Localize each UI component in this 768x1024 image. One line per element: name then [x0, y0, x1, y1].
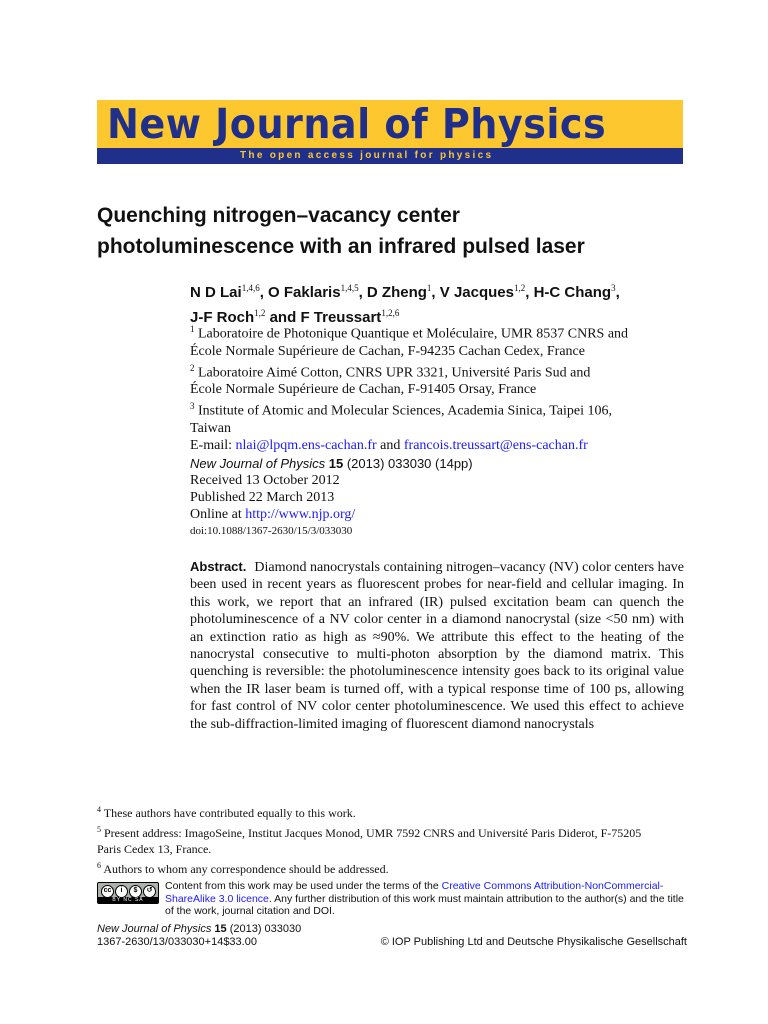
cc-badge-label: BY NC SA [98, 897, 158, 903]
page-footer [97, 923, 687, 949]
paper-title [97, 200, 697, 262]
affiliation-2-cont: École Normale Supérieure de Cachan, F-91405 Orsay, France [190, 382, 537, 398]
affiliation-1: $^1$ Laboratoire de Photonique Quantique et Moléculaire, UMR 8537 CNRS and [190, 324, 629, 342]
author: N D Lai$^{1,4,6}$, [190, 283, 269, 301]
journal-tagline: The open access journal for physics [240, 150, 494, 161]
nc-icon: $ [129, 885, 142, 898]
online-line: Online at http://www.njp.org/ [190, 507, 356, 522]
cc-icon: cc [101, 885, 114, 898]
abstract-text: Diamond nanocrystals containing nitrogen–vacancy (NV) color centers have been used in recent years as fluorescent probes for near-field and cellular imaging. In this work, we report that an infrared (IR) pulsed excitation beam can quench the photoluminescence of a NV color center in a diamond nanocrystal (size <50 nm) with an extinction ratio as high as ≈90%. We attribute this effect to the heating of the nanocrystal consecutive to multi-photon absorption by the diamond matrix. This quenching is reversible: the photoluminescence intensity goes back to its original value when the IR laser beam is turned off, with a typical response time of 100 ps, allowing for fast control of NV color center photoluminescence. We used this effect to achieve the sub-diffraction-limited imaging of fluorescent diamond nanocrystals [190, 560, 684, 732]
author: H-C Chang$^3$, [533, 283, 620, 301]
license-text: Content from this work may be used under the terms of the Creative Commons Attribution-NonCommercial-ShareAlike 3.0 licence. Any further distribution of this work must maintain attribution to the author(s) and the title of the work, journal citation and DOI. [165, 880, 684, 917]
masthead-banner [97, 100, 683, 148]
doi: doi:10.1088/1367-2630/15/3/033030 [190, 525, 353, 537]
by-icon: i [115, 885, 128, 898]
email-link-treussart[interactable]: francois.treussart@ens-cachan.fr [403, 437, 588, 453]
author: D Zheng$^1$, [366, 283, 440, 301]
sa-icon: ↺ [143, 885, 156, 898]
abstract [190, 558, 684, 733]
email-line: E-mail: nlai@lpqm.ens-cachan.fr and francois.treussart@ens-cachan.fr [190, 437, 588, 453]
footnotes [97, 802, 691, 877]
paper-title-line2: photoluminescence with an infrared pulsed laser [97, 235, 585, 258]
published-date: Published 22 March 2013 [190, 490, 335, 505]
footnote-5: $^5$ Present address: ImagoSeine, Institut Jacques Monod, UMR 7592 CNRS and Université Paris Diderot, F-75205 [97, 824, 642, 840]
paper-title-line1: Quenching nitrogen–vacancy center [97, 204, 460, 227]
affiliation-1-cont: École Normale Supérieure de Cachan, F-94235 Cachan Cedex, France [190, 343, 585, 359]
affiliation-3: $^3$ Institute of Atomic and Molecular Sciences, Academia Sinica, Taipei 106, [190, 401, 612, 419]
journal-citation: New Journal of Physics 15 (2013) 033030 (14pp) [190, 456, 473, 471]
footnote-4: $^4$ These authors have contributed equally to this work. [97, 805, 356, 820]
footer-copyright: © IOP Publishing Ltd and Deutsche Physikalische Gesellschaft [380, 936, 687, 948]
journal-title: New Journal of Physics [107, 100, 607, 148]
affiliation-3-cont: Taiwan [190, 420, 232, 436]
footer-issn: 1367-2630/13/033030+14$33.00 [97, 936, 257, 948]
footnote-5-cont: Paris Cedex 13, France. [97, 842, 212, 856]
footnote-6: $^6$ Authors to whom any correspondence should be addressed. [97, 860, 389, 876]
author: V Jacques$^{1,2}$, [439, 283, 534, 301]
cc-license-badge[interactable] [97, 882, 159, 904]
njp-url-link[interactable]: http://www.njp.org/ [245, 507, 356, 522]
license-notice [97, 880, 691, 918]
received-date: Received 13 October 2012 [190, 473, 340, 488]
affiliation-2: $^2$ Laboratoire Aimé Cotton, CNRS UPR 3321, Université Paris Sud and [190, 362, 591, 381]
abstract-label: Abstract. [190, 559, 247, 574]
email-link-lai[interactable]: nlai@lpqm.ens-cachan.fr [235, 437, 377, 453]
cc-licence-link[interactable]: Creative Commons Attribution-NonCommercial-ShareAlike 3.0 licence [165, 880, 664, 905]
affiliations [190, 321, 690, 454]
author: O Faklaris$^{1,4,5}$, [268, 283, 367, 301]
journal-masthead [97, 100, 683, 164]
masthead-tagline-bar [97, 148, 683, 164]
author: F Treussart$^{1,2,6}$ [300, 308, 400, 326]
author: J-F Roch$^{1,2}$ and [190, 308, 301, 326]
publication-info [190, 455, 690, 540]
footer-citation: New Journal of Physics 15 (2013) 033030 [97, 923, 302, 935]
